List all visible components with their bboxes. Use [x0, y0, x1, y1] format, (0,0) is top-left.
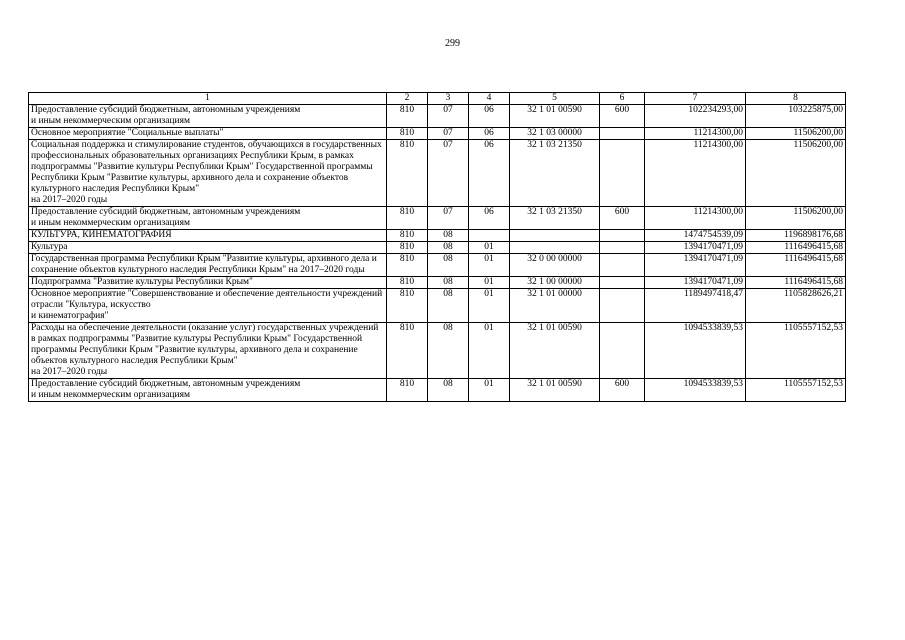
row-ministry-code: 810	[387, 379, 428, 402]
row-target-article: 32 1 03 00000	[510, 128, 600, 140]
row-amount-col8: 1116496415,68	[746, 277, 846, 289]
row-amount-col7: 1394170471,09	[645, 254, 746, 277]
row-section-code: 08	[428, 289, 469, 323]
row-section-code: 07	[428, 128, 469, 140]
column-header-1: 1	[29, 93, 387, 105]
row-section-code: 08	[428, 323, 469, 379]
budget-table	[28, 92, 846, 402]
row-ministry-code: 810	[387, 277, 428, 289]
row-ministry-code: 810	[387, 207, 428, 230]
row-amount-col7: 1189497418,47	[645, 289, 746, 323]
row-description: Предоставление субсидий бюджетным, автономным учреждениям и иным некоммерческим организациям	[29, 379, 387, 402]
row-ministry-code: 810	[387, 140, 428, 207]
row-amount-col8: 1105828626,21	[746, 289, 846, 323]
row-target-article	[510, 230, 600, 242]
column-header-6: 6	[600, 93, 645, 105]
row-amount-col7: 1094533839,53	[645, 323, 746, 379]
row-expense-type: 600	[600, 207, 645, 230]
row-subsection-code: 06	[469, 140, 510, 207]
row-expense-type	[600, 254, 645, 277]
row-section-code: 08	[428, 379, 469, 402]
row-expense-type	[600, 289, 645, 323]
row-section-code: 07	[428, 105, 469, 128]
table-row	[29, 277, 846, 289]
row-amount-col7: 11214300,00	[645, 207, 746, 230]
table-row	[29, 207, 846, 230]
row-expense-type	[600, 140, 645, 207]
column-header-7: 7	[645, 93, 746, 105]
row-section-code: 07	[428, 207, 469, 230]
row-description: Социальная поддержка и стимулирование студентов, обучающихся в государственных профессиональных образовательных организациях Республики Крым, в рамках подпрограммы "Развитие культуры Республики Крым" Государственной программы Республики Крым "Развитие культуры, архивного дела и сохранение объектов культурного наследия Республики Крым" на 2017–2020 годы	[29, 140, 387, 207]
row-amount-col7: 11214300,00	[645, 128, 746, 140]
row-target-article: 32 0 00 00000	[510, 254, 600, 277]
row-amount-col8: 11506200,00	[746, 207, 846, 230]
row-target-article	[510, 242, 600, 254]
row-amount-col8: 11506200,00	[746, 128, 846, 140]
row-section-code: 08	[428, 254, 469, 277]
table-row	[29, 140, 846, 207]
row-amount-col7: 1474754539,09	[645, 230, 746, 242]
row-target-article: 32 1 03 21350	[510, 140, 600, 207]
table-row	[29, 105, 846, 128]
column-header-8: 8	[746, 93, 846, 105]
row-description: Основное мероприятие "Совершенствование и обеспечение деятельности учреждений отрасли "Культура, искусство и кинематография"	[29, 289, 387, 323]
table-row	[29, 230, 846, 242]
page-number: 299	[445, 38, 460, 49]
table-row	[29, 128, 846, 140]
row-section-code: 08	[428, 277, 469, 289]
row-subsection-code: 06	[469, 207, 510, 230]
table-row	[29, 379, 846, 402]
header-row	[29, 93, 846, 105]
row-expense-type: 600	[600, 105, 645, 128]
table-row	[29, 254, 846, 277]
row-amount-col7: 102234293,00	[645, 105, 746, 128]
row-amount-col8: 1116496415,68	[746, 242, 846, 254]
row-ministry-code: 810	[387, 128, 428, 140]
row-amount-col8: 1105557152,53	[746, 379, 846, 402]
row-ministry-code: 810	[387, 242, 428, 254]
row-ministry-code: 810	[387, 230, 428, 242]
row-description: Подпрограмма "Развитие культуры Республики Крым"	[29, 277, 387, 289]
row-target-article: 32 1 03 21350	[510, 207, 600, 230]
row-amount-col7: 11214300,00	[645, 140, 746, 207]
row-target-article: 32 1 01 00000	[510, 289, 600, 323]
row-target-article: 32 1 01 00590	[510, 379, 600, 402]
row-subsection-code: 01	[469, 323, 510, 379]
row-expense-type	[600, 128, 645, 140]
row-expense-type	[600, 242, 645, 254]
table-row	[29, 242, 846, 254]
row-amount-col7: 1394170471,09	[645, 242, 746, 254]
table-body	[29, 105, 846, 402]
row-ministry-code: 810	[387, 289, 428, 323]
row-target-article: 32 1 01 00590	[510, 323, 600, 379]
column-header-2: 2	[387, 93, 428, 105]
row-ministry-code: 810	[387, 323, 428, 379]
row-amount-col8: 1196898176,68	[746, 230, 846, 242]
row-amount-col7: 1394170471,09	[645, 277, 746, 289]
column-header-5: 5	[510, 93, 600, 105]
row-description: Предоставление субсидий бюджетным, автономным учреждениям и иным некоммерческим организациям	[29, 207, 387, 230]
row-description: Государственная программа Республики Крым "Развитие культуры, архивного дела и сохранение объектов культурного наследия Республики Крым" на 2017–2020 годы	[29, 254, 387, 277]
row-subsection-code: 01	[469, 254, 510, 277]
row-ministry-code: 810	[387, 105, 428, 128]
column-header-3: 3	[428, 93, 469, 105]
row-subsection-code	[469, 230, 510, 242]
row-expense-type	[600, 277, 645, 289]
row-description: Предоставление субсидий бюджетным, автономным учреждениям и иным некоммерческим организациям	[29, 105, 387, 128]
table-header	[29, 93, 846, 105]
row-expense-type	[600, 323, 645, 379]
row-amount-col8: 1116496415,68	[746, 254, 846, 277]
row-amount-col8: 11506200,00	[746, 140, 846, 207]
row-target-article: 32 1 00 00000	[510, 277, 600, 289]
row-subsection-code: 01	[469, 289, 510, 323]
row-subsection-code: 06	[469, 105, 510, 128]
row-ministry-code: 810	[387, 254, 428, 277]
row-description: Культура	[29, 242, 387, 254]
row-expense-type: 600	[600, 379, 645, 402]
row-subsection-code: 06	[469, 128, 510, 140]
row-subsection-code: 01	[469, 242, 510, 254]
row-amount-col8: 103225875,00	[746, 105, 846, 128]
row-amount-col7: 1094533839,53	[645, 379, 746, 402]
row-section-code: 08	[428, 230, 469, 242]
table-row	[29, 323, 846, 379]
column-header-4: 4	[469, 93, 510, 105]
row-subsection-code: 01	[469, 379, 510, 402]
row-description: Основное мероприятие "Социальные выплаты"	[29, 128, 387, 140]
row-section-code: 08	[428, 242, 469, 254]
row-description: Расходы на обеспечение деятельности (оказание услуг) государственных учреждений в рамках подпрограммы "Развитие культуры Республики Крым" Государственной программы Республики Крым "Развитие культуры, архивного дела и сохранение объектов культурного наследия Республики Крым" на 2017–2020 годы	[29, 323, 387, 379]
table-row	[29, 289, 846, 323]
row-amount-col8: 1105557152,53	[746, 323, 846, 379]
row-section-code: 07	[428, 140, 469, 207]
row-target-article: 32 1 01 00590	[510, 105, 600, 128]
row-description: КУЛЬТУРА, КИНЕМАТОГРАФИЯ	[29, 230, 387, 242]
row-expense-type	[600, 230, 645, 242]
row-subsection-code: 01	[469, 277, 510, 289]
